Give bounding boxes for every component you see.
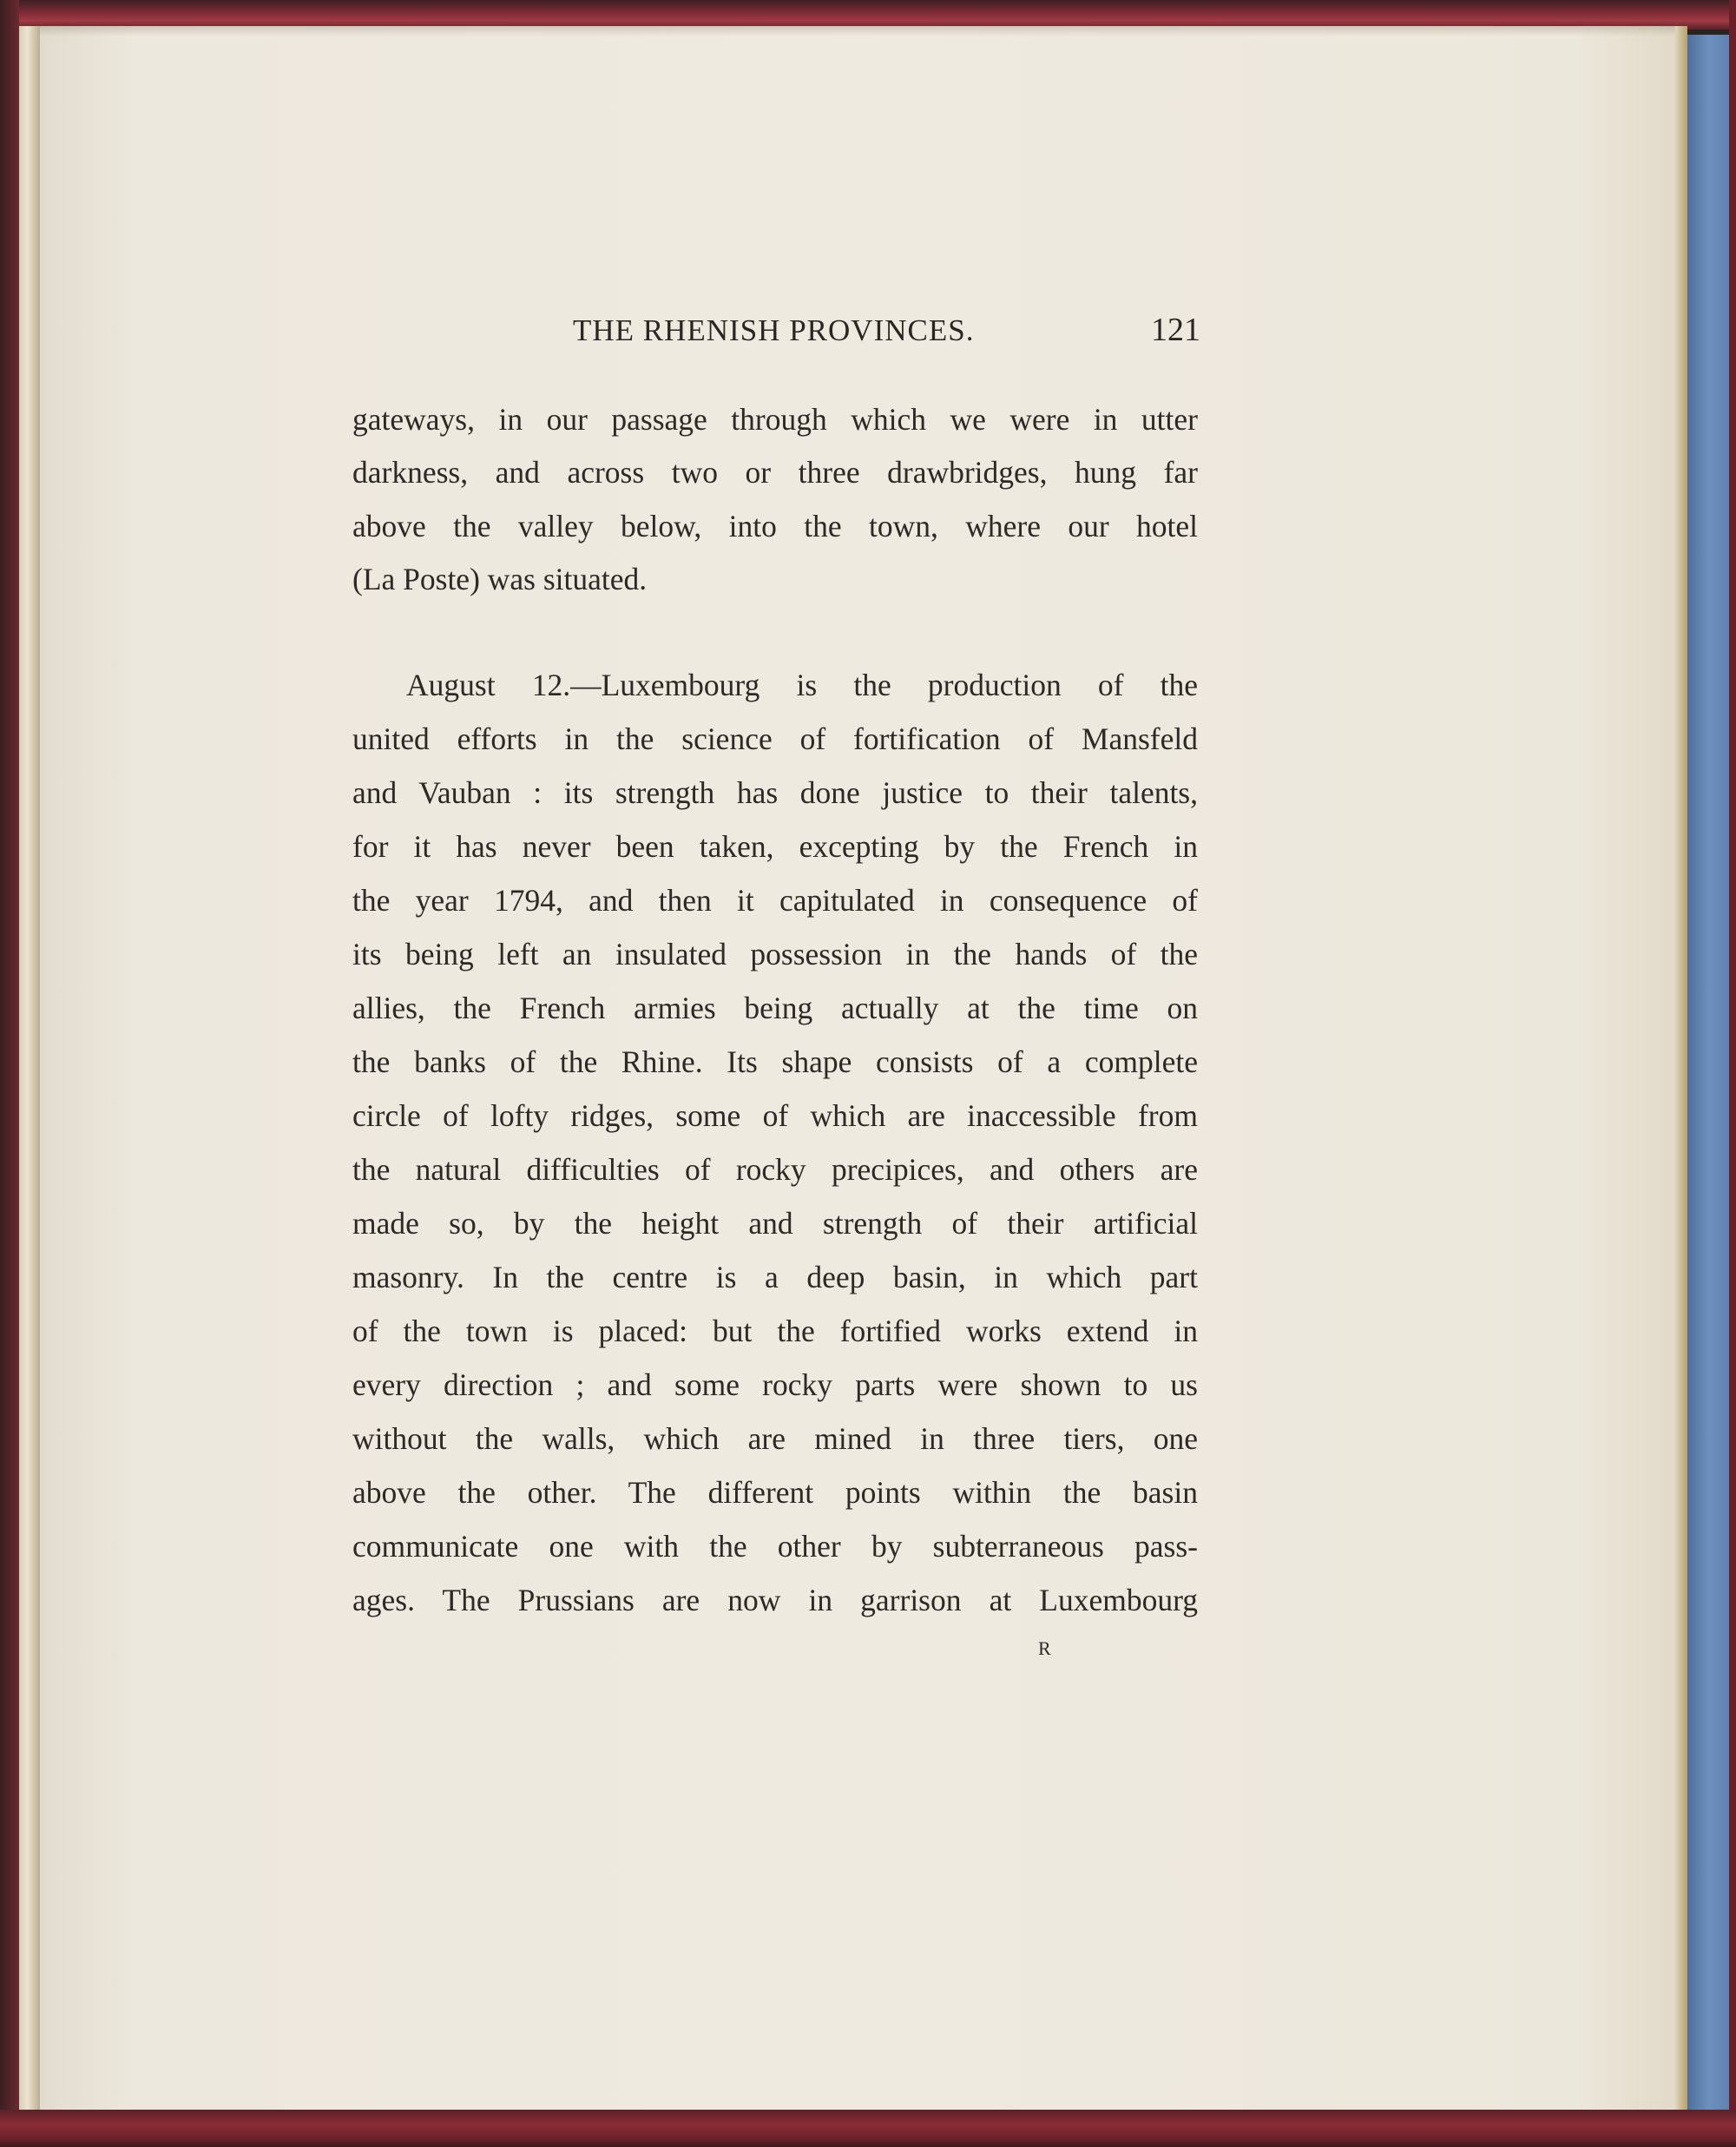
text-line: (La Poste) was situated. (352, 562, 648, 596)
page-gutter (19, 26, 40, 2114)
text-line: the year 1794, and then it capitulated in consequence of (352, 883, 1198, 918)
text-line: its being left an insulated possession in the hands of the (352, 937, 1198, 971)
text-line: the banks of the Rhine. Its shape consists of a complete (352, 1044, 1198, 1079)
text-line: above the other. The different points within the basin (352, 1475, 1198, 1510)
text-line: and Vauban : its strength has done justice to their talents, (352, 775, 1198, 810)
text-line: every direction ; and some rocky parts were shown to us (352, 1367, 1198, 1402)
page-edge (1675, 26, 1687, 2114)
text-line: masonry. In the centre is a deep basin, in which part (352, 1260, 1198, 1294)
paragraph-start-line: August 12.—Luxembourg is the production of the (406, 668, 1198, 702)
text-line: for it has never been taken, excepting by the French in (352, 829, 1198, 864)
signature-mark: R (1038, 1637, 1051, 1659)
page-shadow (40, 26, 1675, 36)
text-line: united efforts in the science of fortification of Mansfeld (352, 721, 1198, 756)
text-line: the natural difficulties of rocky precipices, and others are (352, 1152, 1198, 1187)
text-line: of the town is placed: but the fortified works extend in (352, 1314, 1198, 1348)
text-line: above the valley below, into the town, where our hotel (352, 509, 1198, 543)
text-line: communicate one with the other by subterraneous pass- (352, 1529, 1198, 1564)
book-binding-left (0, 0, 19, 2147)
text-line: ages. The Prussians are now in garrison at Luxembourg (352, 1583, 1198, 1617)
text-line: gateways, in our passage through which we were in utter (352, 402, 1198, 437)
text-line: without the walls, which are mined in three tiers, one (352, 1421, 1198, 1456)
running-head: THE RHENISH PROVINCES. (573, 313, 975, 347)
text-line: made so, by the height and strength of their artificial (352, 1206, 1198, 1241)
book-binding-right (1729, 0, 1736, 2147)
text-line: darkness, and across two or three drawbridges, hung far (352, 455, 1198, 490)
text-line: circle of lofty ridges, some of which are inaccessible from (352, 1098, 1198, 1133)
book-binding-bottom (0, 2110, 1736, 2147)
text-line: allies, the French armies being actually at the time on (352, 991, 1198, 1025)
page-number: 121 (1151, 312, 1200, 348)
book-binding-top (0, 0, 1736, 30)
